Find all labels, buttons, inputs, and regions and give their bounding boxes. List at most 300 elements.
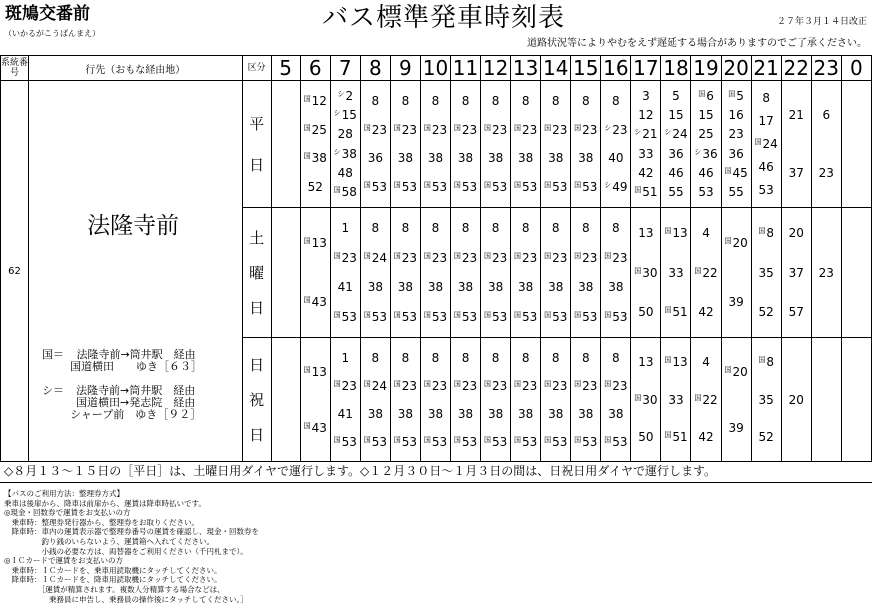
- departure-time: [752, 184, 781, 197]
- hour-cell-15: [571, 81, 601, 208]
- departure-time: [722, 422, 751, 435]
- minute-value: 36: [668, 146, 684, 161]
- minute-value: 53: [612, 434, 628, 449]
- departure-time: [421, 252, 450, 265]
- minute-value: 20: [788, 392, 804, 407]
- route-mark: 国: [724, 166, 732, 175]
- route-mark: 国: [303, 123, 311, 132]
- departure-time: [601, 311, 630, 324]
- minute-value: 13: [311, 364, 327, 379]
- departure-time: [782, 167, 811, 180]
- route-mark: 国: [514, 123, 521, 132]
- destination-name: 法隆寺前: [87, 213, 180, 239]
- departure-time: [752, 92, 781, 105]
- departure-time: [481, 311, 510, 324]
- minute-value: 53: [522, 180, 538, 195]
- legend-line: シャープ前 ゆき［９２］: [70, 408, 202, 421]
- departure-time: [812, 109, 841, 122]
- departure-time: [782, 109, 811, 122]
- route-mark: 国: [363, 123, 371, 132]
- departure-time: [541, 124, 570, 137]
- hour-cell-8: [360, 208, 390, 338]
- minute-value: 38: [457, 280, 474, 295]
- departure-time: [511, 311, 540, 324]
- departure-time: [541, 222, 570, 235]
- minute-value: 22: [702, 265, 718, 280]
- minute-value: 53: [401, 309, 418, 324]
- route-mark: シ: [604, 181, 612, 190]
- minute-value: 23: [341, 250, 357, 265]
- departure-time: [391, 281, 420, 294]
- minute-value: 53: [552, 309, 568, 324]
- departure-time: [601, 436, 630, 449]
- legend-line: 国道横田 ゆき［６３］: [70, 360, 203, 373]
- departure-time: [361, 436, 390, 449]
- minute-value: 23: [612, 378, 628, 393]
- minute-value: 23: [461, 378, 478, 393]
- departure-time: [391, 124, 420, 137]
- route-mark: 国: [574, 310, 582, 319]
- departure-time: [541, 380, 570, 393]
- departure-time: [391, 95, 420, 108]
- minute-value: 8: [431, 350, 440, 365]
- route-mark: 国: [483, 379, 491, 388]
- hour-header: 8: [360, 56, 390, 81]
- departure-time: [631, 356, 660, 369]
- departure-time: [511, 152, 540, 165]
- route-mark: 国: [664, 227, 672, 236]
- hour-cell-16: [601, 338, 631, 462]
- departure-time: [661, 90, 690, 103]
- route-mark: 国: [544, 181, 552, 190]
- route-mark: 国: [694, 266, 702, 275]
- minute-value: 38: [548, 406, 564, 421]
- departure-time: [421, 124, 450, 137]
- route-mark: シ: [333, 109, 341, 118]
- departure-time: [691, 394, 720, 407]
- route-mark: 国: [303, 421, 311, 430]
- minute-value: 41: [337, 280, 353, 295]
- route-mark: 国: [664, 305, 672, 314]
- route-mark: 国: [694, 393, 702, 402]
- minute-value: 53: [341, 434, 357, 449]
- departure-time: [331, 148, 360, 161]
- route-mark: 国: [453, 379, 461, 388]
- hour-cell-20: [721, 338, 751, 462]
- departure-time: [331, 352, 360, 365]
- minute-value: 23: [552, 378, 568, 393]
- minute-value: 53: [461, 309, 478, 324]
- hour-cell-20: [721, 81, 751, 208]
- departure-time: [391, 408, 420, 421]
- departure-time: [812, 167, 841, 180]
- minute-value: 15: [668, 108, 684, 123]
- departure-time: [361, 408, 390, 421]
- departure-time: [571, 380, 600, 393]
- hour-header: 13: [511, 56, 541, 81]
- departure-time: [361, 281, 390, 294]
- minute-value: 57: [788, 304, 804, 319]
- minute-value: 53: [461, 180, 478, 195]
- route-mark: 国: [724, 237, 732, 245]
- departure-time: [571, 311, 600, 324]
- route-mark: 国: [604, 310, 612, 319]
- departure-time: [331, 281, 360, 294]
- departure-time: [511, 352, 540, 365]
- minute-value: 51: [672, 429, 688, 444]
- departure-time: [541, 436, 570, 449]
- departure-time: [571, 152, 600, 165]
- route-mark: シ: [333, 147, 341, 156]
- departure-time: [571, 124, 600, 137]
- departure-time: [451, 380, 480, 393]
- route-mark: 国: [363, 251, 371, 260]
- route-number-header: 系統番号: [1, 56, 29, 81]
- minute-value: 8: [766, 355, 774, 370]
- minute-value: 2: [345, 89, 354, 104]
- timetable-grid: [0, 55, 872, 462]
- departure-time: [661, 109, 690, 122]
- route-mark: 国: [453, 251, 461, 260]
- route-mark: 国: [544, 123, 552, 132]
- hour-cell-0: [841, 208, 871, 338]
- minute-value: 36: [728, 146, 744, 161]
- departure-time: [481, 352, 510, 365]
- minute-value: 24: [371, 250, 387, 265]
- hour-cell-19: [691, 208, 721, 338]
- route-mark: 国: [453, 310, 461, 319]
- hour-cell-14: [541, 81, 571, 208]
- minute-value: 25: [311, 122, 327, 137]
- minute-value: 5: [672, 89, 680, 104]
- usage-line: 乗車は後扉から、降車は前扉から、運賃は降車時払いです。: [4, 498, 206, 508]
- hour-header: 17: [631, 56, 661, 81]
- departure-time: [481, 436, 510, 449]
- departure-time: [661, 148, 690, 161]
- hour-cell-8: [360, 81, 390, 208]
- hour-cell-11: [450, 338, 480, 462]
- minute-value: 38: [578, 280, 594, 295]
- minute-value: 23: [552, 250, 568, 265]
- minute-value: 4: [702, 355, 710, 370]
- minute-value: 38: [427, 280, 444, 295]
- minute-value: 23: [401, 250, 418, 265]
- departure-time: [631, 306, 660, 319]
- departure-time: [331, 90, 360, 103]
- minute-value: 8: [461, 350, 470, 365]
- departure-time: [481, 152, 510, 165]
- hour-header: 14: [541, 56, 571, 81]
- minute-value: 8: [491, 221, 500, 236]
- route-mark: シ: [337, 90, 345, 99]
- minute-value: 39: [728, 420, 744, 435]
- route-mark: 国: [724, 365, 732, 374]
- hour-cell-11: [450, 208, 480, 338]
- minute-value: 8: [766, 226, 774, 241]
- page-title: バス標準発車時刻表: [322, 3, 566, 33]
- hour-cell-16: [601, 81, 631, 208]
- minute-value: 3: [642, 89, 650, 104]
- departure-time: [601, 181, 630, 194]
- minute-value: 4: [702, 226, 710, 241]
- route-mark: 国: [483, 435, 491, 444]
- minute-value: 53: [522, 309, 538, 324]
- minute-value: 16: [728, 108, 744, 123]
- departure-time: [691, 306, 720, 319]
- route-mark: 国: [483, 181, 491, 190]
- minute-value: 53: [401, 180, 418, 195]
- departure-time: [571, 281, 600, 294]
- hour-cell-13: [511, 338, 541, 462]
- route-mark: 国: [514, 181, 521, 190]
- hour-header: 20: [721, 56, 751, 81]
- minute-value: 53: [612, 309, 628, 324]
- departure-time: [631, 394, 660, 407]
- route-mark: 国: [393, 181, 401, 190]
- minute-value: 38: [367, 406, 383, 421]
- departure-time: [631, 186, 660, 199]
- minute-value: 46: [668, 165, 684, 180]
- legend-line: 法隆寺前→筒井駅 経由: [76, 348, 196, 361]
- departure-time: [481, 181, 510, 194]
- departure-time: [782, 267, 811, 280]
- minute-value: 55: [668, 184, 684, 199]
- route-mark: 国: [423, 379, 431, 388]
- departure-time: [722, 148, 751, 161]
- minute-value: 41: [337, 406, 353, 421]
- route-mark: 国: [303, 237, 311, 245]
- departure-time: [571, 222, 600, 235]
- route-mark: 国: [333, 185, 341, 194]
- minute-value: 8: [371, 93, 380, 108]
- departure-time: [301, 422, 330, 435]
- minute-value: 12: [311, 93, 327, 108]
- minute-value: 48: [337, 165, 353, 180]
- departure-time: [481, 380, 510, 393]
- minute-value: 38: [578, 406, 594, 421]
- minute-value: 22: [702, 392, 718, 407]
- departure-time: [691, 109, 720, 122]
- minute-value: 51: [642, 184, 658, 199]
- minute-value: 5: [736, 89, 744, 104]
- minute-value: 51: [672, 304, 688, 319]
- departure-time: [301, 237, 330, 250]
- route-mark: 国: [754, 138, 762, 146]
- minute-value: 38: [548, 151, 564, 166]
- usage-line: ◎ＩＣカードで運賃をお支払いの方: [4, 556, 124, 566]
- departure-time: [601, 281, 630, 294]
- hour-header: 5: [271, 56, 300, 81]
- usage-line: 【バスのご利用方法：整理券方式】: [4, 489, 124, 498]
- minute-value: 53: [582, 180, 598, 195]
- route-mark: 国: [634, 185, 642, 194]
- departure-time: [752, 267, 781, 280]
- minute-value: 23: [371, 122, 387, 137]
- usage-line: 乗車時：ＩＣカードを、乗車用読取機にタッチしてください。: [4, 565, 222, 575]
- departure-time: [541, 95, 570, 108]
- minute-value: 36: [702, 146, 718, 161]
- minute-value: 55: [728, 184, 744, 199]
- minute-value: 58: [341, 184, 357, 199]
- route-mark: 国: [363, 310, 371, 319]
- minute-value: 8: [762, 91, 770, 105]
- departure-time: [601, 152, 630, 165]
- departure-time: [451, 152, 480, 165]
- section-label-weekday: [242, 81, 271, 208]
- hour-cell-7: [330, 81, 360, 208]
- minute-value: 25: [698, 127, 714, 142]
- departure-time: [541, 408, 570, 421]
- route-mark: 国: [634, 266, 642, 275]
- minute-value: 33: [668, 265, 684, 280]
- departure-time: [661, 186, 690, 199]
- minute-value: 23: [582, 250, 598, 265]
- minute-value: 53: [582, 434, 598, 449]
- hour-cell-20: [721, 208, 751, 338]
- minute-value: 23: [401, 122, 418, 137]
- minute-value: 38: [397, 406, 414, 421]
- section-char: 日: [249, 156, 265, 174]
- minute-value: 52: [758, 429, 774, 444]
- route-mark: 国: [634, 393, 642, 402]
- departure-time: [661, 356, 690, 369]
- minute-value: 15: [698, 108, 714, 123]
- departure-time: [511, 181, 540, 194]
- departure-time: [331, 311, 360, 324]
- minute-value: 8: [431, 221, 440, 236]
- minute-value: 8: [521, 93, 530, 108]
- route-mark: 国: [664, 430, 672, 439]
- departure-time: [601, 222, 630, 235]
- departure-time: [361, 222, 390, 235]
- departure-time: [691, 267, 720, 280]
- hour-cell-16: [601, 208, 631, 338]
- departure-time: [361, 311, 390, 324]
- minute-value: 23: [522, 250, 538, 265]
- departure-time: [391, 252, 420, 265]
- departure-time: [331, 186, 360, 199]
- hour-cell-6: [300, 81, 330, 208]
- route-mark: 国: [728, 90, 736, 99]
- departure-time: [752, 431, 781, 444]
- minute-value: 38: [518, 406, 534, 421]
- usage-line: 降車時：車内の運賃表示器で整理券番号の運賃を確認し、現金・回数券を: [4, 527, 259, 537]
- hour-cell-12: [481, 81, 511, 208]
- departure-time: [511, 281, 540, 294]
- hour-header: 0: [841, 56, 871, 81]
- route-mark: 国: [333, 251, 341, 260]
- legend-line: 国道横田→発志院 経由: [76, 396, 196, 409]
- minute-value: 8: [431, 93, 440, 108]
- minute-value: 6: [706, 89, 714, 104]
- minute-value: 8: [612, 93, 620, 108]
- section-char: 平: [249, 115, 265, 133]
- departure-time: [511, 408, 540, 421]
- departure-time: [782, 394, 811, 407]
- departure-time: [481, 281, 510, 294]
- departure-time: [331, 436, 360, 449]
- minute-value: 23: [582, 378, 598, 393]
- departure-time: [391, 222, 420, 235]
- departure-time: [601, 124, 630, 137]
- hour-header: 18: [661, 56, 691, 81]
- route-mark: 国: [423, 123, 431, 132]
- minute-value: 23: [612, 122, 628, 137]
- minute-value: 8: [521, 221, 530, 236]
- departure-time: [541, 152, 570, 165]
- minute-value: 53: [552, 434, 568, 449]
- hour-cell-13: [511, 208, 541, 338]
- route-mark: 国: [574, 251, 582, 260]
- departure-time: [601, 95, 630, 108]
- minute-value: 45: [732, 165, 748, 180]
- route-mark: 国: [604, 435, 612, 444]
- minute-value: 8: [491, 93, 500, 108]
- minute-value: 23: [491, 378, 508, 393]
- hour-cell-5: [271, 208, 300, 338]
- stop-reading: （いかるがこうばんまえ）: [4, 29, 100, 38]
- minute-value: 38: [608, 280, 624, 295]
- hour-cell-15: [571, 338, 601, 462]
- departure-time: [391, 152, 420, 165]
- departure-time: [722, 186, 751, 199]
- route-mark: 国: [544, 310, 552, 319]
- departure-time: [752, 356, 781, 369]
- minute-value: 53: [758, 183, 774, 197]
- route-mark: 国: [303, 152, 311, 161]
- departure-time: [722, 366, 751, 379]
- route-mark: 国: [423, 181, 431, 190]
- hour-cell-21: [751, 208, 781, 338]
- usage-line: ［運賃が精算されます。複数人分精算する場合などは、: [4, 584, 225, 594]
- route-mark: 国: [393, 435, 401, 444]
- hour-cell-12: [481, 338, 511, 462]
- minute-value: 23: [431, 122, 448, 137]
- route-mark: シ: [664, 128, 672, 137]
- departure-time: [571, 436, 600, 449]
- route-mark: 国: [758, 356, 766, 365]
- departure-time: [661, 227, 690, 240]
- section-char: 日: [249, 426, 265, 444]
- departure-time: [722, 128, 751, 141]
- departure-time: [301, 296, 330, 309]
- minute-value: 8: [401, 350, 410, 365]
- route-mark: 国: [514, 251, 521, 260]
- hour-cell-22: [781, 338, 811, 462]
- minute-value: 53: [431, 309, 448, 324]
- departure-time: [421, 311, 450, 324]
- departure-time: [331, 380, 360, 393]
- departure-time: [691, 148, 720, 161]
- hour-cell-7: [330, 338, 360, 462]
- usage-line: 小銭の必要な方は、両替器をご利用ください（千円札まで）。: [4, 546, 248, 556]
- departure-time: [752, 227, 781, 240]
- minute-value: 23: [818, 265, 834, 280]
- departure-time: [691, 356, 720, 369]
- minute-value: 8: [581, 350, 590, 365]
- hour-cell-18: [661, 81, 691, 208]
- minute-value: 38: [427, 406, 444, 421]
- minute-value: 13: [638, 355, 654, 370]
- minute-value: 8: [461, 221, 470, 236]
- legend-2: [36, 385, 201, 421]
- hour-cell-9: [390, 208, 420, 338]
- departure-time: [421, 408, 450, 421]
- route-mark: シ: [604, 123, 612, 132]
- hour-cell-23: [811, 81, 841, 208]
- minute-value: 38: [427, 151, 444, 166]
- hour-cell-11: [450, 81, 480, 208]
